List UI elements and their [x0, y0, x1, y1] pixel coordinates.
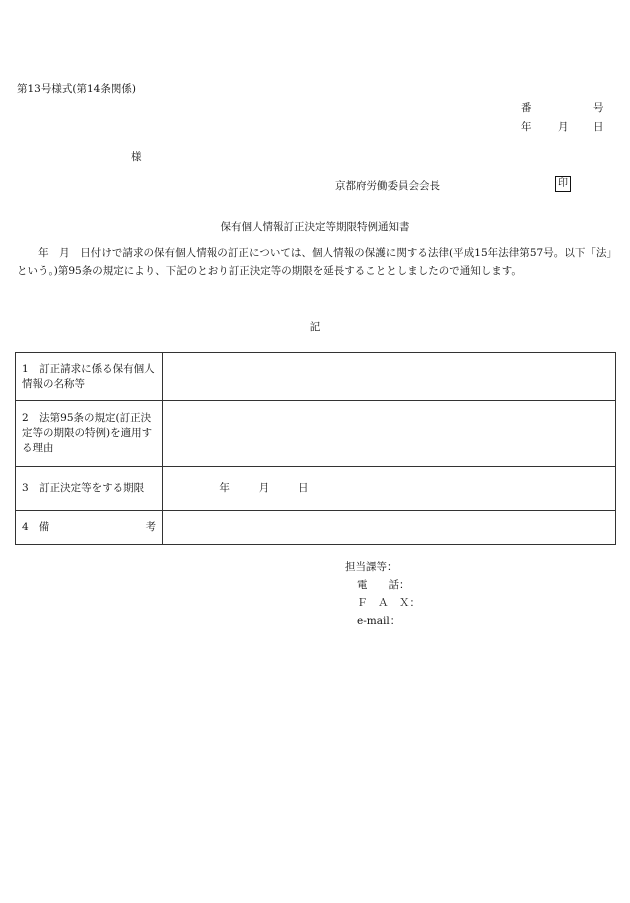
- info-table: [15, 352, 616, 545]
- contact-dept: 担当課等：: [345, 561, 398, 573]
- ki-heading: 記: [309, 321, 321, 333]
- deadline-value[interactable]: [163, 467, 616, 511]
- doc-number-suffix: 号: [593, 102, 604, 114]
- table-row: [16, 401, 616, 467]
- row-label: [16, 511, 163, 545]
- contact-phone: 電 話：: [357, 579, 410, 591]
- row-label: 2 法第95条の規定(訂正決定等の期限の特例)を適用する理由: [16, 401, 163, 467]
- date-day: 日: [593, 121, 604, 133]
- row-label: 3 訂正決定等をする期限: [16, 467, 163, 511]
- remarks-number: 4: [22, 521, 29, 533]
- sender-name: 京都府労働委員会会長: [335, 180, 440, 192]
- row-value[interactable]: [163, 401, 616, 467]
- table-row: [16, 467, 616, 511]
- deadline-day: 日: [298, 482, 309, 494]
- document-title: 保有個人情報訂正決定等期限特例通知書: [220, 221, 410, 233]
- remarks-label-a: 備: [38, 521, 50, 533]
- contact-block: [345, 558, 420, 630]
- addressee-suffix: 様: [131, 151, 142, 163]
- body-paragraph: 年 月 日付けで請求の保有個人情報の訂正については、個人情報の保護に関する法律(平成15年法律第57号。以下「法」という。)第95条の規定により、下記のとおり訂正決定等の期限を延長することとしましたので通知します。: [17, 247, 617, 277]
- date-year: 年: [521, 121, 532, 133]
- table-row: [16, 511, 616, 545]
- seal-mark: 印: [555, 176, 571, 192]
- row-value[interactable]: [163, 511, 616, 545]
- row-label: 1 訂正請求に係る保有個人情報の名称等: [16, 353, 163, 401]
- deadline-month: 月: [258, 482, 270, 494]
- form-number: 第13号様式(第14条関係): [17, 83, 136, 95]
- deadline-year: 年: [219, 482, 230, 494]
- contact-email: e-mail：: [357, 615, 401, 627]
- contact-fax: Ｆ Ａ Ｘ：: [357, 597, 420, 609]
- table-row: [16, 353, 616, 401]
- body-text: [17, 244, 617, 280]
- doc-number-label: 番: [521, 102, 532, 114]
- remarks-label-b: 考: [145, 521, 156, 533]
- date-month: 月: [558, 121, 569, 133]
- row-value[interactable]: [163, 353, 616, 401]
